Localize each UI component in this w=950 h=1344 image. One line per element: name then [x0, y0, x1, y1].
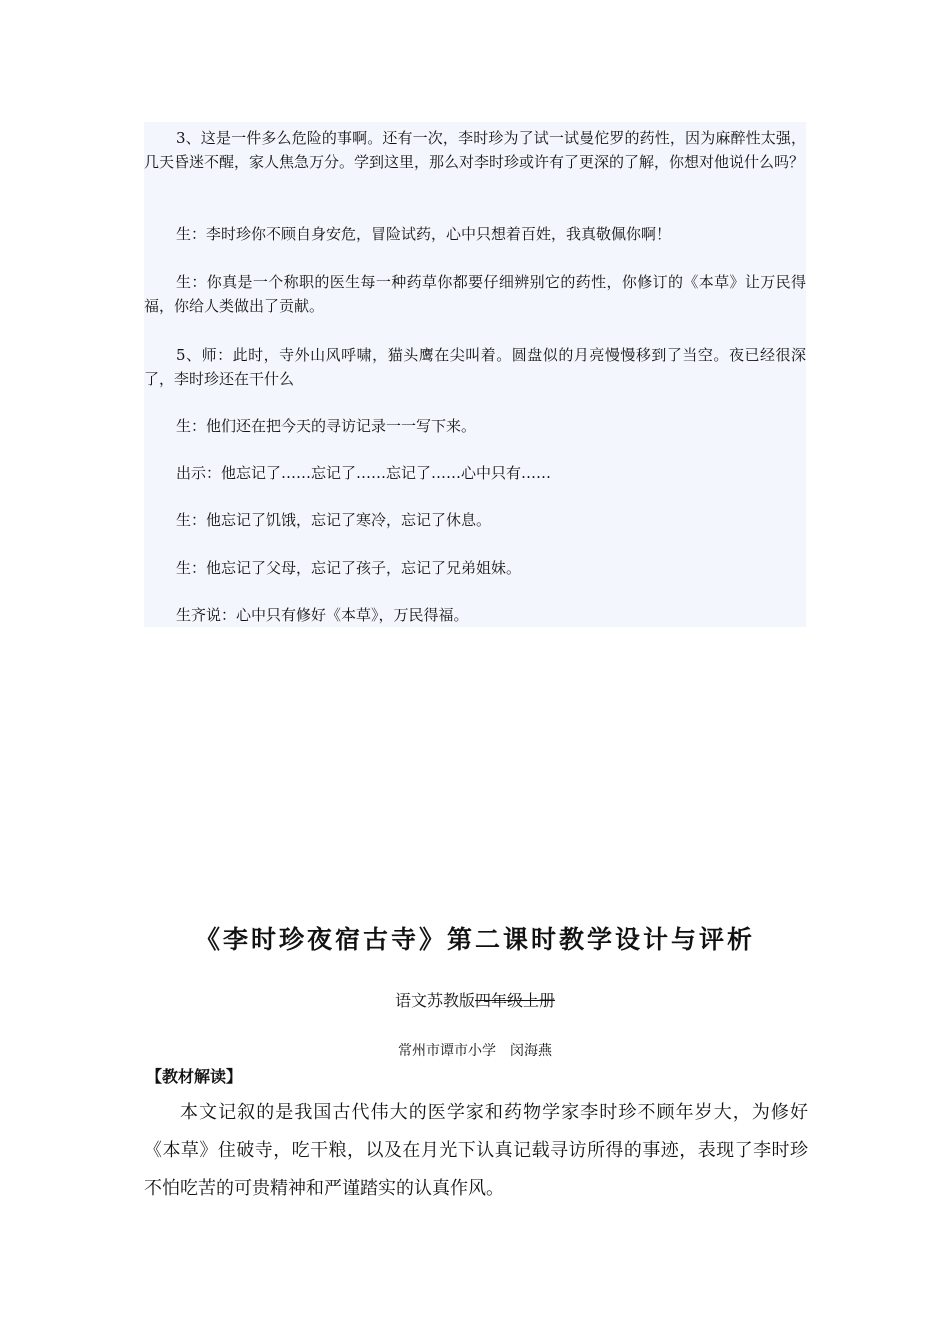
dialogue-paragraph-9: 生齐说：心中只有修好《本草》，万民得福。	[176, 606, 469, 624]
section-heading: 【教材解读】	[146, 1067, 243, 1086]
dialogue-paragraph-4: 5、师：此时，寺外山风呼啸，猫头鹰在尖叫着。圆盘似的月亮慢慢移到了当空。夜已经很深了，李时珍还在干什么	[144, 346, 806, 388]
dialogue-paragraph-7: 生：他忘记了饥饿，忘记了寒冷，忘记了休息。	[176, 511, 492, 529]
dialogue-paragraph-3: 生：你真是一个称职的医生每一种药草你都要仔细辨别它的药性，你修订的《本草》让万民得福，你给人类做出了贡献。	[144, 273, 806, 315]
dialogue-paragraph-8: 生：他忘记了父母，忘记了孩子，忘记了兄弟姐妹。	[176, 559, 522, 577]
document-subtitle	[200, 988, 750, 1011]
subtitle-text: 语文苏教版	[394, 991, 475, 1010]
dialogue-paragraph-6: 出示：他忘记了……忘记了……忘记了……心中只有……	[176, 464, 552, 482]
dialogue-paragraph-2: 生：李时珍你不顾自身安危，冒险试药，心中只想着百姓，我真敬佩你啊！	[176, 225, 672, 243]
subtitle-struck-text: 四年级上册	[475, 991, 556, 1010]
section-body: 本文记叙的是我国古代伟大的医学家和药物学家李时珍不顾年岁大，为修好《本草》住破寺，吃干粮，以及在月光下认真记载寻访所得的事迹，表现了李时珍不怕吃苦的可贵精神和严谨踏实的认真作风。	[144, 1102, 808, 1199]
dialogue-paragraph-5: 生：他们还在把今天的寻访记录一一写下来。	[176, 417, 477, 435]
author-line: 常州市谭市小学 闵海燕	[398, 1043, 552, 1059]
dialogue-paragraph-1: 3、这是一件多么危险的事啊。还有一次，李时珍为了试一试曼佗罗的药性，因为麻醉性太强，几天昏迷不醒，家人焦急万分。学到这里，那么对李时珍或许有了更深的了解，你想对他说什么吗？	[144, 129, 806, 171]
document-title: 《李时珍夜宿古寺》第二课时教学设计与评析	[194, 925, 755, 954]
